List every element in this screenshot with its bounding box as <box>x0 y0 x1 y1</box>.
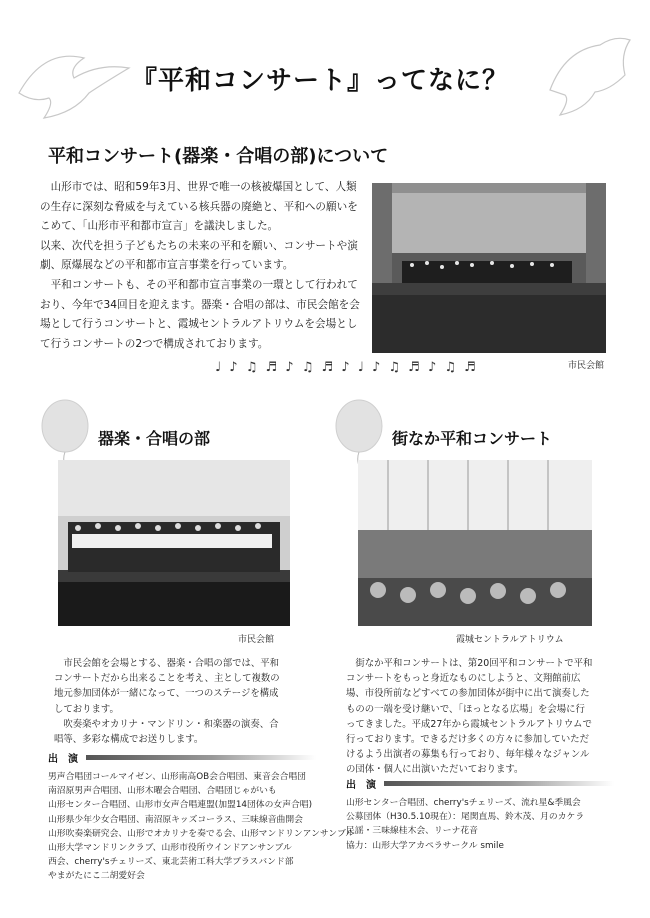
performer-line: 山形センター合唱団、cherry'sチェリーズ、流れ星&季風会 <box>346 798 581 808</box>
left-paragraph: 吹奏楽やオカリナ・マンドリン・和楽器の演奏、合唱等、多彩な構成でお送りします。 <box>54 718 279 746</box>
choir-photo <box>58 460 290 626</box>
performer-line: 山形センター合唱団、山形市女声合唱連盟(加盟14団体の女声合唱) <box>48 800 313 811</box>
performer-line: 公募団体（H30.5.10現在）：尾関直馬、鈴木茂、月のカケラ <box>346 812 585 823</box>
left-paragraph: 市民会館を会場とする、器楽・合唱の部では、平和コンサートだから出来ることを考え、主として複数の地元参加団体が一緒になって、一つのステージを構成しております。 <box>54 658 280 715</box>
photo-caption: 霞城セントラルアトリウム <box>456 635 564 645</box>
performer-line: 山形大学マンドリンクラブ、山形市役所ウインドアンサンブル <box>48 843 292 854</box>
performers-label: 出 演 <box>346 780 376 791</box>
performer-line: やまがたにこ二胡愛好会 <box>48 871 145 882</box>
intro-paragraph: 以来、次代を担う子どもたちの未来の平和を願い、コンサートや演劇、原爆展などの平和都市宣言事業を行っています。 <box>40 239 358 272</box>
right-description <box>346 656 594 778</box>
performer-line: 山形吹奏楽研究会、山形でオカリナを奏でる会、山形マンドリンアンサンブル <box>48 828 355 839</box>
performer-line: 南沼原男声合唱団、山形木曜会合唱団、合唱団じゃがいも <box>48 786 277 797</box>
right-paragraph: 街なか平和コンサートは、第20回平和コンサートで平和コンサートをもっと身近なものにしようと、文翔館前広場、市役所前などすべての参加団体が街中に出て演奏したものの一端を受け継いで、「ほっとなる広場」を会場に行ってきました。平成27年から霞城セントラルアトリウムで行っております。できるだけ多くの方々に参加していただけるよう出演者の募集も行っており、毎年様々なジャンルの団体・個人に出演いただいております。 <box>346 658 593 776</box>
heading-rule <box>384 781 614 786</box>
atrium-photo <box>358 460 592 626</box>
performers-label: 出 演 <box>48 754 78 765</box>
concert-hall-photo <box>372 183 606 353</box>
balloon-right-illustration <box>334 398 384 468</box>
section-heading: 平和コンサート(器楽・合唱の部)について <box>48 146 389 167</box>
performer-line: 山形県少年少女合唱団、南沼原キッズコーラス、三味線音曲開会 <box>48 814 303 825</box>
dove-right-illustration <box>540 30 640 120</box>
performer-line: 協力：山形大学アカペラサークル smile <box>346 840 504 851</box>
balloon-left-illustration <box>40 398 90 468</box>
photo-caption: 市民会館 <box>238 635 275 645</box>
left-performers-list <box>48 770 354 884</box>
music-notes-decoration: ♩ ♪ ♫ ♬ ♪ ♫ ♬ ♪ ♩ ♪ ♫ ♬ ♪ ♫ ♬ <box>215 360 478 375</box>
left-section-title: 器楽・合唱の部 <box>98 429 211 448</box>
intro-text <box>40 178 362 354</box>
performer-line: 男声合唱団コールマイゼン、山形南高OB会合唱団、東音会合唱団 <box>48 772 306 782</box>
right-performers-heading <box>346 777 606 789</box>
right-performers-list <box>346 796 584 853</box>
performer-line: 西会、cherry'sチェリーズ、東北芸術工科大学ブラスバンド部 <box>48 857 294 868</box>
photo-caption: 市民会館 <box>568 361 605 371</box>
intro-paragraph: 山形市では、昭和59年3月、世界で唯一の核被爆国として、人類の生存に深刻な脅威を与えている核兵器の廃絶と、平和への願いをこめて、「山形市平和都市宣言」を議決しました。 <box>40 181 358 233</box>
intro-paragraph: 平和コンサートも、その平和都市宣言事業の一環として行われており、今年で34回目を迎えます。器楽・合唱の部は、市民会館を会場として行うコンサートと、霞城セントラルアトリウムを会場として行うコンサートの2つで構成されております。 <box>40 278 360 350</box>
left-description <box>54 656 284 747</box>
heading-rule <box>86 755 316 760</box>
left-performers-heading <box>48 751 318 763</box>
performer-line: 民謡・三味線桂木会、リーナ花音 <box>346 826 478 837</box>
page-title: 『平和コンサート』ってなに？ <box>130 66 509 96</box>
right-section-title: 街なか平和コンサート <box>392 429 553 448</box>
